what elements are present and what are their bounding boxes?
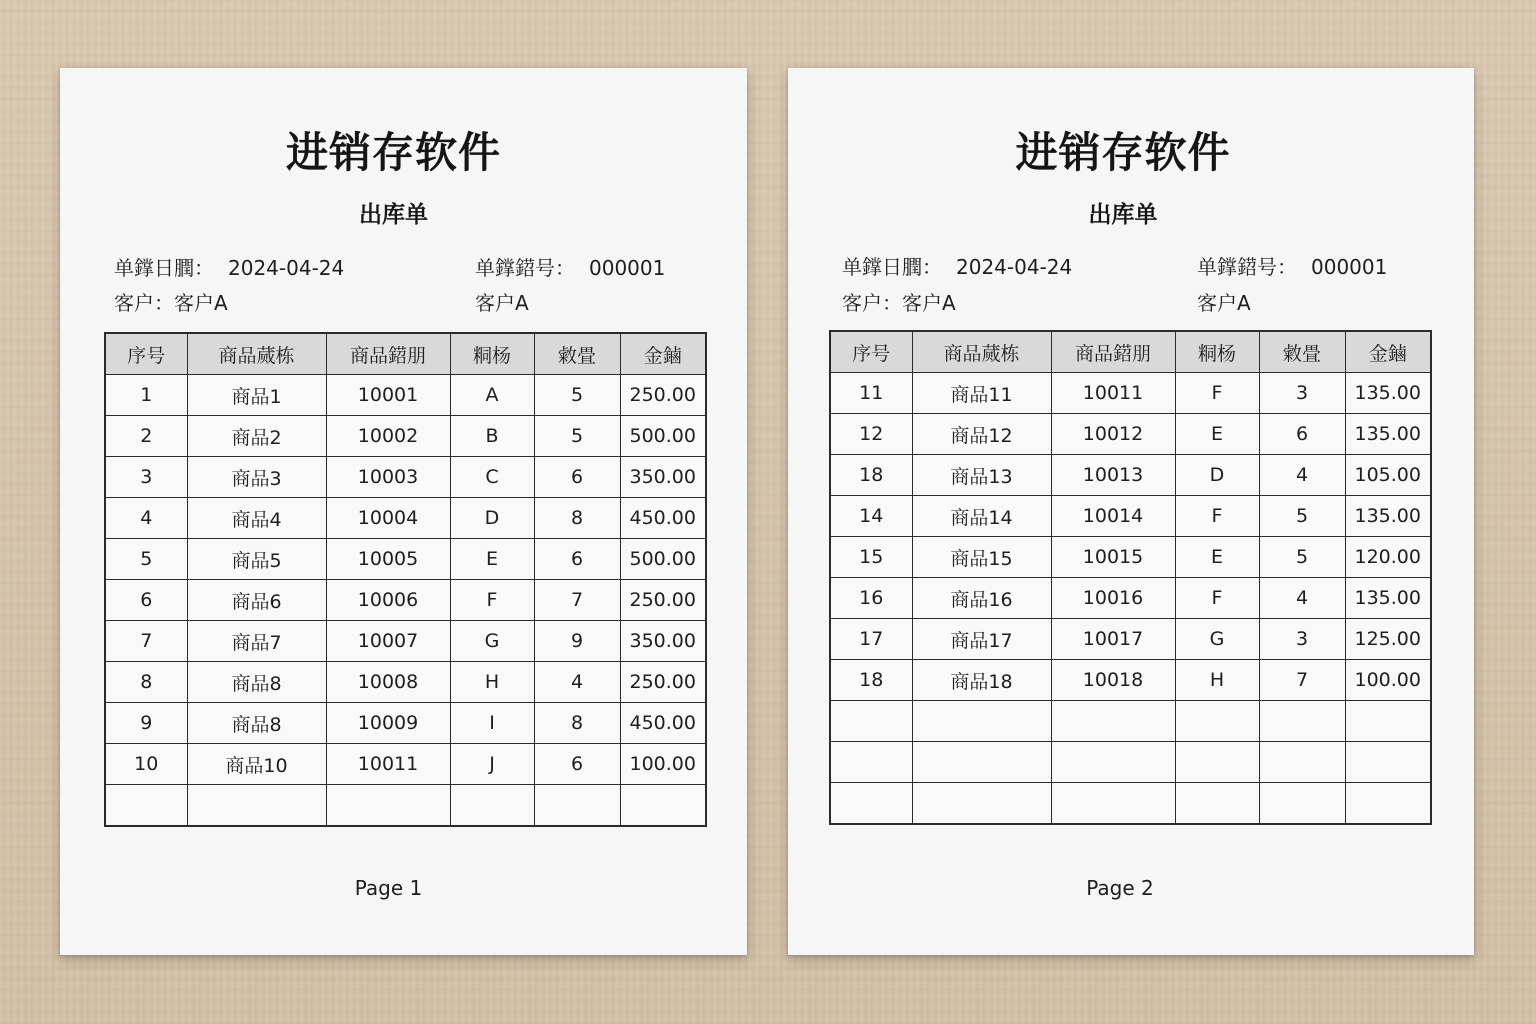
col-index-cell: 5: [105, 539, 187, 580]
col-spec-cell: H: [450, 662, 534, 703]
col-amount-cell: 100.00: [620, 744, 706, 785]
col-quantity-cell: 5: [534, 375, 620, 416]
order-date-value: 2024-04-24: [228, 256, 345, 280]
document-page-2: [788, 68, 1474, 955]
col-spec-cell: E: [1175, 537, 1259, 578]
col-quantity-cell: [1259, 742, 1345, 783]
column-header-quantity: 敹畳: [534, 333, 620, 375]
col-product-name-cell: 商品18: [912, 660, 1051, 701]
table-row: [830, 619, 1431, 660]
col-amount-cell: 350.00: [620, 457, 706, 498]
col-product-name-cell: 商品12: [912, 414, 1051, 455]
col-product-name-cell: [187, 785, 326, 827]
table-row: [105, 580, 706, 621]
table-row: [105, 416, 706, 457]
customer-value: 客户A: [902, 291, 956, 315]
table-body: [830, 373, 1431, 825]
col-quantity-cell: 7: [534, 580, 620, 621]
col-spec-cell: [1175, 701, 1259, 742]
order-date-label: 单鐣日膶：: [114, 256, 214, 280]
col-quantity-cell: 9: [534, 621, 620, 662]
col-product-code-cell: 10006: [326, 580, 450, 621]
customer: [114, 287, 228, 316]
col-spec-cell: D: [1175, 455, 1259, 496]
table-header-row: [830, 331, 1431, 373]
column-header-index: 序号: [830, 331, 912, 373]
col-product-name-cell: 商品1: [187, 375, 326, 416]
col-quantity-cell: 6: [1259, 414, 1345, 455]
col-product-name-cell: [912, 701, 1051, 742]
col-amount-cell: 100.00: [1345, 660, 1431, 701]
document-title: 出库单: [359, 202, 428, 228]
col-quantity-cell: [1259, 701, 1345, 742]
col-product-code-cell: 10017: [1051, 619, 1175, 660]
column-header-product-code: 商品鍣朋: [326, 333, 450, 375]
table-row: [830, 742, 1431, 783]
col-spec-cell: G: [450, 621, 534, 662]
col-amount-cell: 450.00: [620, 703, 706, 744]
col-product-code-cell: 10005: [326, 539, 450, 580]
col-product-name-cell: [912, 783, 1051, 825]
col-spec-cell: F: [450, 580, 534, 621]
col-product-name-cell: [912, 742, 1051, 783]
col-amount-cell: [1345, 783, 1431, 825]
col-amount-cell: 135.00: [1345, 414, 1431, 455]
col-spec-cell: H: [1175, 660, 1259, 701]
col-quantity-cell: 5: [1259, 537, 1345, 578]
page-number: Page 2: [1086, 876, 1154, 900]
col-amount-cell: 135.00: [1345, 578, 1431, 619]
col-product-name-cell: 商品8: [187, 703, 326, 744]
col-spec-cell: F: [1175, 496, 1259, 537]
col-index-cell: [105, 785, 187, 827]
col-quantity-cell: 4: [1259, 578, 1345, 619]
col-product-code-cell: 10018: [1051, 660, 1175, 701]
col-spec-cell: [1175, 742, 1259, 783]
col-product-name-cell: 商品5: [187, 539, 326, 580]
col-quantity-cell: 4: [1259, 455, 1345, 496]
col-quantity-cell: 5: [1259, 496, 1345, 537]
table-row: [105, 457, 706, 498]
col-index-cell: 15: [830, 537, 912, 578]
customer-value: 客户A: [174, 291, 228, 315]
col-product-name-cell: 商品4: [187, 498, 326, 539]
table-body: [105, 375, 706, 827]
table-row: [830, 414, 1431, 455]
table-row: [105, 703, 706, 744]
col-quantity-cell: 8: [534, 498, 620, 539]
table-row: [105, 785, 706, 827]
col-product-name-cell: 商品11: [912, 373, 1051, 414]
col-index-cell: 9: [105, 703, 187, 744]
col-product-code-cell: 10016: [1051, 578, 1175, 619]
document-title: 出库单: [1088, 202, 1158, 228]
col-product-name-cell: 商品13: [912, 455, 1051, 496]
col-product-code-cell: 10009: [326, 703, 450, 744]
col-product-code-cell: [1051, 701, 1175, 742]
table-row: [105, 539, 706, 580]
col-spec-cell: D: [450, 498, 534, 539]
order-date-value: 2024-04-24: [956, 255, 1073, 279]
customer: [842, 287, 956, 316]
table-row: [830, 373, 1431, 414]
col-spec-cell: E: [450, 539, 534, 580]
col-product-code-cell: 10011: [326, 744, 450, 785]
col-product-name-cell: 商品14: [912, 496, 1051, 537]
order-number-value: 000001: [589, 256, 666, 280]
col-amount-cell: 120.00: [1345, 537, 1431, 578]
col-product-name-cell: 商品6: [187, 580, 326, 621]
col-index-cell: 1: [105, 375, 187, 416]
page-number: Page 1: [354, 876, 423, 900]
table-row: [830, 701, 1431, 742]
order-number-value: 000001: [1311, 255, 1388, 279]
app-title: 进销存软件: [1015, 128, 1231, 177]
col-product-name-cell: 商品16: [912, 578, 1051, 619]
col-amount-cell: 350.00: [620, 621, 706, 662]
col-spec-cell: A: [450, 375, 534, 416]
order-date: [842, 251, 1072, 280]
col-amount-cell: 450.00: [620, 498, 706, 539]
col-index-cell: 12: [830, 414, 912, 455]
col-amount-cell: 135.00: [1345, 496, 1431, 537]
table-row: [830, 455, 1431, 496]
col-amount-cell: [1345, 701, 1431, 742]
col-index-cell: 14: [830, 496, 912, 537]
table-row: [830, 496, 1431, 537]
col-product-code-cell: 10008: [326, 662, 450, 703]
col-spec-cell: E: [1175, 414, 1259, 455]
col-spec-cell: F: [1175, 578, 1259, 619]
table-row: [830, 537, 1431, 578]
order-date: [114, 252, 344, 281]
col-quantity-cell: 7: [1259, 660, 1345, 701]
col-product-name-cell: 商品7: [187, 621, 326, 662]
col-index-cell: 3: [105, 457, 187, 498]
col-product-code-cell: [1051, 783, 1175, 825]
col-quantity-cell: 3: [1259, 373, 1345, 414]
app-title: 进销存软件: [285, 128, 501, 177]
col-amount-cell: 250.00: [620, 375, 706, 416]
col-index-cell: 8: [105, 662, 187, 703]
col-index-cell: 16: [830, 578, 912, 619]
col-spec-cell: F: [1175, 373, 1259, 414]
col-amount-cell: 250.00: [620, 662, 706, 703]
col-product-code-cell: 10015: [1051, 537, 1175, 578]
col-spec-cell: J: [450, 744, 534, 785]
table-row: [105, 375, 706, 416]
order-number-label: 单鐣鍣号：: [475, 256, 575, 280]
column-header-spec: 粡杨: [450, 333, 534, 375]
order-date-label: 单鐣日膶：: [842, 255, 942, 279]
col-product-code-cell: [326, 785, 450, 827]
col-amount-cell: 500.00: [620, 539, 706, 580]
items-table: [829, 330, 1432, 825]
col-quantity-cell: 3: [1259, 619, 1345, 660]
table-row: [105, 621, 706, 662]
col-index-cell: 7: [105, 621, 187, 662]
col-product-code-cell: 10002: [326, 416, 450, 457]
col-product-code-cell: 10001: [326, 375, 450, 416]
col-amount-cell: [1345, 742, 1431, 783]
col-spec-cell: [1175, 783, 1259, 825]
customer-secondary: 客户A: [1197, 291, 1251, 315]
table-row: [105, 498, 706, 539]
table-row: [830, 660, 1431, 701]
order-number: [1197, 251, 1387, 280]
col-product-name-cell: 商品8: [187, 662, 326, 703]
col-quantity-cell: 5: [534, 416, 620, 457]
customer-label: 客户：: [842, 291, 902, 315]
col-index-cell: [830, 742, 912, 783]
col-spec-cell: B: [450, 416, 534, 457]
table-row: [105, 662, 706, 703]
column-header-amount: 金鏀: [1345, 331, 1431, 373]
column-header-product-code: 商品鍣朋: [1051, 331, 1175, 373]
customer-label: 客户：: [114, 291, 174, 315]
items-table: [104, 332, 707, 827]
col-index-cell: 18: [830, 660, 912, 701]
col-spec-cell: I: [450, 703, 534, 744]
col-quantity-cell: 8: [534, 703, 620, 744]
col-index-cell: [830, 701, 912, 742]
order-number: [475, 252, 665, 281]
table-row: [105, 744, 706, 785]
col-product-code-cell: 10013: [1051, 455, 1175, 496]
col-index-cell: 2: [105, 416, 187, 457]
col-spec-cell: [450, 785, 534, 827]
col-product-code-cell: [1051, 742, 1175, 783]
table-row: [830, 578, 1431, 619]
col-spec-cell: G: [1175, 619, 1259, 660]
col-product-name-cell: 商品10: [187, 744, 326, 785]
col-product-name-cell: 商品17: [912, 619, 1051, 660]
column-header-spec: 粡杨: [1175, 331, 1259, 373]
col-quantity-cell: 6: [534, 457, 620, 498]
col-quantity-cell: 6: [534, 539, 620, 580]
col-product-code-cell: 10004: [326, 498, 450, 539]
col-product-code-cell: 10007: [326, 621, 450, 662]
col-product-code-cell: 10012: [1051, 414, 1175, 455]
col-product-code-cell: 10011: [1051, 373, 1175, 414]
col-index-cell: 17: [830, 619, 912, 660]
col-spec-cell: C: [450, 457, 534, 498]
col-quantity-cell: [534, 785, 620, 827]
column-header-product-name: 商品蒇栋: [187, 333, 326, 375]
col-quantity-cell: 4: [534, 662, 620, 703]
col-product-name-cell: 商品3: [187, 457, 326, 498]
col-amount-cell: [620, 785, 706, 827]
order-number-label: 单鐣鍣号：: [1197, 255, 1297, 279]
col-product-code-cell: 10014: [1051, 496, 1175, 537]
column-header-quantity: 敹畳: [1259, 331, 1345, 373]
col-amount-cell: 500.00: [620, 416, 706, 457]
column-header-product-name: 商品蒇栋: [912, 331, 1051, 373]
col-index-cell: [830, 783, 912, 825]
col-amount-cell: 125.00: [1345, 619, 1431, 660]
document-page-1: [60, 68, 747, 955]
column-header-index: 序号: [105, 333, 187, 375]
table-header-row: [105, 333, 706, 375]
col-index-cell: 10: [105, 744, 187, 785]
col-index-cell: 6: [105, 580, 187, 621]
col-amount-cell: 135.00: [1345, 373, 1431, 414]
customer-secondary: 客户A: [475, 291, 529, 315]
col-index-cell: 4: [105, 498, 187, 539]
col-quantity-cell: 6: [534, 744, 620, 785]
col-product-name-cell: 商品15: [912, 537, 1051, 578]
col-product-name-cell: 商品2: [187, 416, 326, 457]
col-amount-cell: 250.00: [620, 580, 706, 621]
col-quantity-cell: [1259, 783, 1345, 825]
col-amount-cell: 105.00: [1345, 455, 1431, 496]
table-row: [830, 783, 1431, 825]
col-index-cell: 11: [830, 373, 912, 414]
col-index-cell: 18: [830, 455, 912, 496]
col-product-code-cell: 10003: [326, 457, 450, 498]
column-header-amount: 金鏀: [620, 333, 706, 375]
